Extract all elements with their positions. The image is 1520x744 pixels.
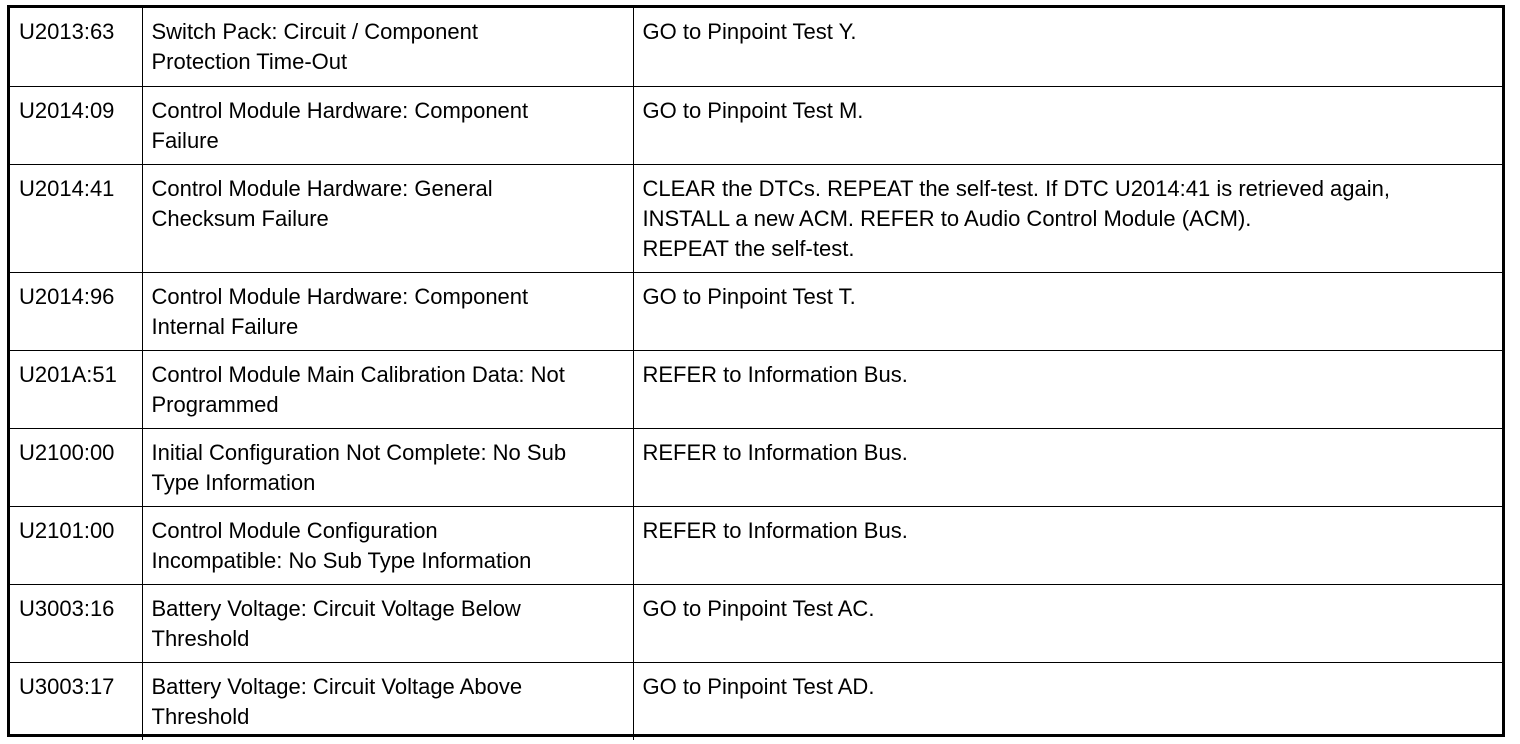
dtc-table-frame [7,5,1505,737]
dtc-code-cell [10,584,142,662]
action-line: GO to Pinpoint Test AD. [642,673,875,699]
table-row [10,350,1502,428]
description-cell [142,350,633,428]
action-line: REFER to Information Bus. [642,517,908,543]
dtc-code: U2013:63 [19,19,115,44]
action-cell [633,506,1502,584]
description-line: Failure [151,127,219,153]
action-line: INSTALL a new ACM. REFER to Audio Control Module (ACM). [642,205,1252,231]
action-cell [633,584,1502,662]
description-line: Control Module Main Calibration Data: Not [151,361,565,387]
description-cell [142,428,633,506]
description-line: Control Module Hardware: General [151,175,493,201]
description-line: Incompatible: No Sub Type Information [151,547,532,573]
description-line: Threshold [151,703,250,729]
dtc-code-cell [10,428,142,506]
description-cell [142,506,633,584]
description-line: Threshold [151,625,250,651]
description-cell [142,8,633,86]
action-cell [633,86,1502,164]
description-line: Initial Configuration Not Complete: No Sub [151,439,567,465]
description-cell [142,86,633,164]
table-row [10,8,1502,86]
description-cell [142,662,633,740]
action-line: GO to Pinpoint Test AC. [642,595,875,621]
description-cell [142,584,633,662]
description-cell [142,272,633,350]
description-line: Programmed [151,391,279,417]
dtc-code-cell [10,8,142,86]
action-line: CLEAR the DTCs. REPEAT the self-test. If DTC U2014:41 is retrieved again, [642,175,1390,201]
dtc-table [10,8,1502,740]
action-line: GO to Pinpoint Test M. [642,97,864,123]
table-row [10,662,1502,740]
dtc-code: U2014:96 [19,283,115,309]
action-cell [633,662,1502,740]
dtc-code: U2014:41 [19,175,115,201]
action-cell [633,350,1502,428]
table-row [10,272,1502,350]
table-row [10,164,1502,272]
description-line: Battery Voltage: Circuit Voltage Above [151,673,523,699]
dtc-code: U201A:51 [19,361,117,387]
action-cell [633,8,1502,86]
description-line: Control Module Hardware: Component [151,97,529,123]
description-line: Control Module Configuration [151,517,438,543]
description-line: Switch Pack: Circuit / Component [151,19,478,44]
dtc-code-cell [10,164,142,272]
description-cell [142,164,633,272]
table-row [10,584,1502,662]
table-row [10,428,1502,506]
description-line: Checksum Failure [151,205,329,231]
dtc-code-cell [10,506,142,584]
dtc-code-cell [10,662,142,740]
action-line: REFER to Information Bus. [642,439,908,465]
action-line: REPEAT the self-test. [642,235,855,261]
dtc-code: U3003:17 [19,673,115,699]
dtc-code: U2100:00 [19,439,115,465]
action-cell [633,164,1502,272]
dtc-code: U3003:16 [19,595,115,621]
action-line: GO to Pinpoint Test T. [642,283,856,309]
action-line: GO to Pinpoint Test Y. [642,19,857,44]
action-cell [633,428,1502,506]
dtc-code: U2014:09 [19,97,115,123]
description-line: Type Information [151,469,316,495]
action-cell [633,272,1502,350]
description-line: Battery Voltage: Circuit Voltage Below [151,595,521,621]
table-row [10,506,1502,584]
dtc-code-cell [10,272,142,350]
dtc-code-cell [10,350,142,428]
table-row [10,86,1502,164]
description-line: Control Module Hardware: Component [151,283,529,309]
description-line: Internal Failure [151,313,299,339]
dtc-code: U2101:00 [19,517,115,543]
dtc-code-cell [10,86,142,164]
action-line: REFER to Information Bus. [642,361,908,387]
description-line: Protection Time-Out [151,49,348,74]
